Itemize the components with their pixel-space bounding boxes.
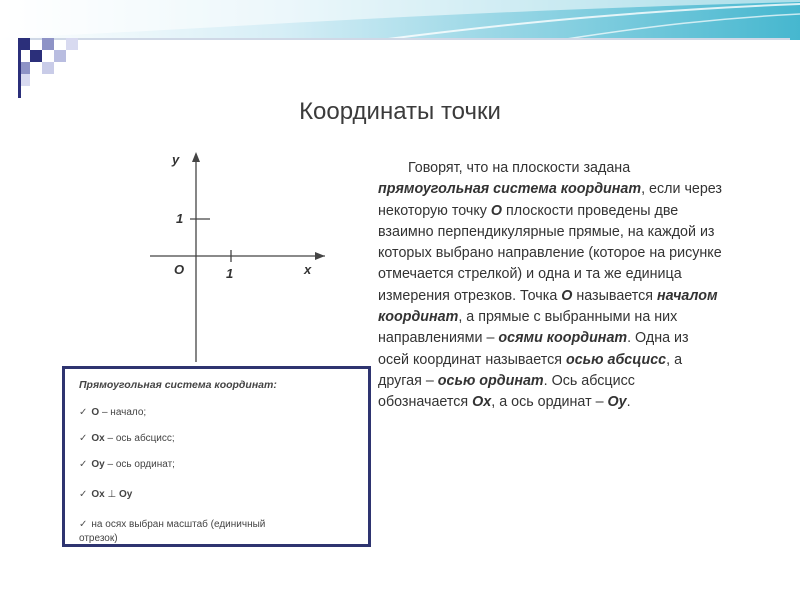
- summary-item-term: Oy: [91, 459, 105, 470]
- summary-item-term: Ox: [91, 433, 105, 444]
- term-rect-coordinate-system: прямоугольная система координат: [378, 181, 642, 198]
- paragraph-text: , если через некоторую точку: [378, 181, 722, 219]
- y-axis-arrow: [192, 152, 200, 162]
- paragraph-text: , а прямые с выбранными на них направлениями –: [378, 309, 678, 347]
- paragraph-text: Говорят, что на плоскости задана: [408, 160, 631, 176]
- summary-item: [79, 433, 175, 444]
- point-o: O: [490, 202, 503, 219]
- summary-item-text: – ось ординат;: [104, 459, 175, 470]
- term-axes: осями координат: [498, 330, 628, 347]
- coordinate-axes-figure: [150, 150, 330, 365]
- perpendicular-symbol: ⊥: [104, 489, 120, 500]
- paragraph-text: называется: [576, 287, 654, 304]
- summary-item-term: Ox: [91, 489, 105, 500]
- y-tick-label: 1: [176, 211, 184, 226]
- check-icon: ✓: [79, 433, 88, 444]
- paragraph-text: , а другая –: [378, 351, 683, 389]
- check-icon: ✓: [79, 459, 88, 470]
- check-icon: ✓: [79, 407, 88, 418]
- summary-item: [79, 489, 132, 500]
- term-abscissa-axis: осью абсцисс: [565, 351, 667, 368]
- paragraph-text: .: [626, 394, 631, 411]
- term-ordinate-axis: осью ординат: [437, 372, 544, 389]
- top-banner-wave: [0, 0, 800, 40]
- top-rule: [20, 38, 790, 40]
- summary-box: [62, 366, 371, 547]
- slide-title: Координаты точки: [299, 98, 501, 125]
- x-axis-arrow: [315, 252, 325, 260]
- summary-item-text: – ось абсцисс;: [104, 433, 175, 444]
- paragraph-text: . Одна из осей координат называется: [378, 330, 689, 368]
- x-axis-label: x: [304, 262, 312, 277]
- check-icon: ✓: [79, 489, 88, 500]
- left-accent-bar: [18, 38, 21, 98]
- summary-item-text: на осях выбран масштаб (единичный: [91, 519, 266, 530]
- corner-mosaic-decoration: [18, 38, 82, 90]
- paragraph-text: плоскости проведены две взаимно перпендикулярные прямые, на каждой из которых выбрано направление (которое на рисунке отмечается стрелкой) и одна и та же единица измерения отрезков. Точка: [378, 202, 722, 304]
- paragraph-text: , а ось ординат –: [491, 394, 604, 411]
- term-oy: Oy: [607, 394, 627, 411]
- summary-item-continued: отрезок): [79, 533, 118, 544]
- summary-title: Прямоугольная система координат:: [79, 379, 277, 391]
- definition-paragraph: [378, 158, 723, 414]
- term-ox: Ox: [472, 394, 492, 411]
- point-o: O: [561, 287, 573, 304]
- paragraph-text: . Ось абсцисс обозначается: [378, 372, 635, 411]
- origin-label: O: [174, 262, 185, 277]
- y-axis-label: y: [172, 152, 180, 167]
- summary-item-term: Oy: [119, 489, 133, 500]
- check-icon: ✓: [79, 519, 88, 530]
- summary-item: [79, 407, 146, 418]
- x-tick-label: 1: [226, 266, 234, 281]
- axes-svg: [150, 150, 330, 365]
- summary-item: [79, 459, 175, 470]
- term-origin: началом координат: [378, 287, 718, 326]
- summary-item: [79, 519, 265, 530]
- summary-item-text: – начало;: [99, 407, 147, 418]
- summary-item-term: O: [91, 407, 100, 418]
